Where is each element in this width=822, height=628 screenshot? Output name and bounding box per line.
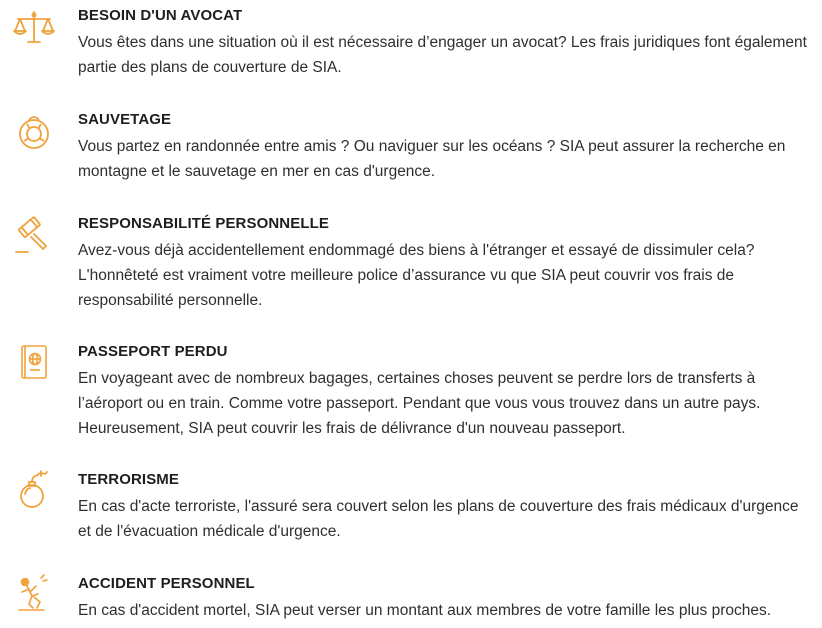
bomb-icon [12, 468, 56, 512]
feature-description: En cas d'acte terroriste, l'assuré sera couvert selon les plans de couverture des frais médicaux d'urgence et de l'évacuation médicale d'urgence. [78, 498, 799, 540]
passport-icon [12, 342, 56, 386]
feature-description: Avez-vous déjà accidentellement endommagé des biens à l'étranger et essayé de dissimuler cela? L'honnêteté est vraiment votre meilleure police d’assurance vu que SIA peut couvrir vos frais de responsabilité personnelle. [78, 242, 755, 309]
gavel-icon [12, 212, 56, 256]
falling-person-icon [12, 572, 56, 616]
scales-icon [12, 8, 56, 52]
feature-title: PASSEPORT PERDU [78, 343, 228, 360]
feature-description: En cas d'accident mortel, SIA peut verser un montant aux membres de votre famille les plus proches. [78, 602, 772, 619]
feature-text [78, 110, 808, 184]
feature-title: BESOIN D'UN AVOCAT [78, 7, 243, 24]
feature-description: En voyageant avec de nombreux bagages, certaines choses peuvent se perdre lors de transferts à l’aéroport ou en train. Comme votre passeport. Pendant que vous vous trouvez dans un autre pays. Heureusement, SIA peut couvrir les frais de délivrance d'un nouveau passeport. [78, 370, 761, 437]
feature-text [78, 470, 808, 544]
feature-title: RESPONSABILITÉ PERSONNELLE [78, 215, 329, 232]
feature-title: SAUVETAGE [78, 111, 172, 128]
feature-text [78, 6, 808, 80]
feature-description: Vous êtes dans une situation où il est nécessaire d’engager un avocat? Les frais juridiques font également partie des plans de couverture de SIA. [78, 34, 807, 76]
lifebuoy-icon [12, 110, 56, 154]
feature-title: ACCIDENT PERSONNEL [78, 575, 255, 592]
feature-title: TERRORISME [78, 471, 180, 488]
feature-text [78, 574, 808, 623]
feature-text [78, 342, 808, 441]
feature-description: Vous partez en randonnée entre amis ? Ou naviguer sur les océans ? SIA peut assurer la recherche en montagne et le sauvetage en mer en cas d'urgence. [78, 138, 786, 180]
feature-text [78, 214, 808, 313]
